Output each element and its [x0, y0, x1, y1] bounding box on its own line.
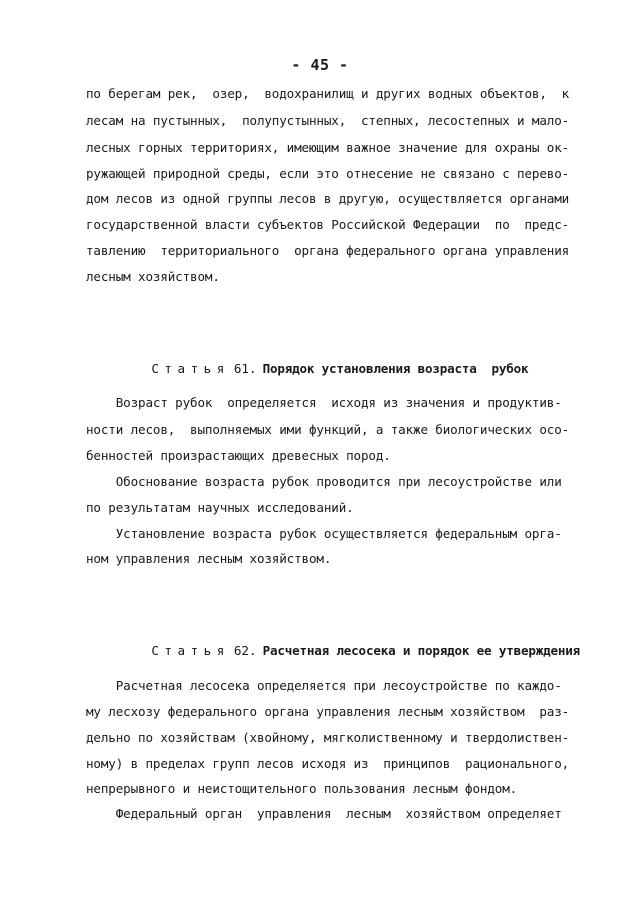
paragraph-line: лесным хозяйством.: [86, 269, 220, 284]
paragraph-line: Установление возраста рубок осуществляется федеральным орга-: [86, 526, 562, 541]
article-title: Расчетная лесосека и порядок ее утверждения: [262, 643, 581, 658]
paragraph-line: по результатам научных исследований.: [86, 500, 354, 515]
paragraph-line: Возраст рубок определяется исходя из значения и продуктив-: [86, 395, 562, 410]
paragraph-line: непрерывного и неистощительного пользования лесным фондом.: [86, 781, 518, 796]
paragraph-line: государственной власти субъектов Российской Федерации по предс-: [86, 217, 570, 232]
paragraph-line: дельно по хозяйствам (хвойному, мягколиственному и твердолиствен-: [86, 730, 570, 745]
paragraph-line: му лесхозу федерального органа управления лесным хозяйством раз-: [86, 704, 570, 719]
paragraph-line: Обоснование возраста рубок проводится при лесоустройстве или: [86, 474, 562, 489]
paragraph-line: Расчетная лесосека определяется при лесоустройстве по каждо-: [86, 678, 562, 693]
paragraph-line: лесных горных территориях, имеющим важное значение для охраны ок-: [86, 140, 570, 155]
article-label: Статья: [151, 643, 230, 658]
paragraph-line: ному) в пределах групп лесов исходя из принципов рационального,: [86, 756, 570, 771]
article-label: Статья: [151, 361, 230, 376]
paragraph-line: ном управления лесным хозяйством.: [86, 551, 332, 566]
article-title: Порядок установления возраста рубок: [262, 361, 529, 376]
paragraph-line: бенностей произрастающих древесных пород.: [86, 448, 391, 463]
paragraph-line: дом лесов из одной группы лесов в другую, осуществляется органами: [86, 191, 570, 206]
paragraph-line: лесам на пустынных, полупустынных, степных, лесостепных и мало-: [86, 113, 570, 128]
article-number: 62.: [233, 643, 257, 658]
paragraph-line: ружающей природной среды, если это отнесение не связано с перево-: [86, 166, 570, 181]
page-number: - 45 -: [291, 56, 349, 74]
article-62-heading: [121, 627, 580, 675]
article-number: 61.: [233, 361, 257, 376]
paragraph-line: по берегам рек, озер, водохранилищ и других водных объектов, к: [86, 86, 570, 101]
paragraph-line: ности лесов, выполняемых ими функций, а также биологических осо-: [86, 422, 570, 437]
paragraph-line: тавлению территориального органа федерального органа управления: [86, 243, 570, 258]
article-61-heading: [121, 345, 528, 393]
paragraph-line: Федеральный орган управления лесным хозяйством определяет: [86, 806, 562, 821]
